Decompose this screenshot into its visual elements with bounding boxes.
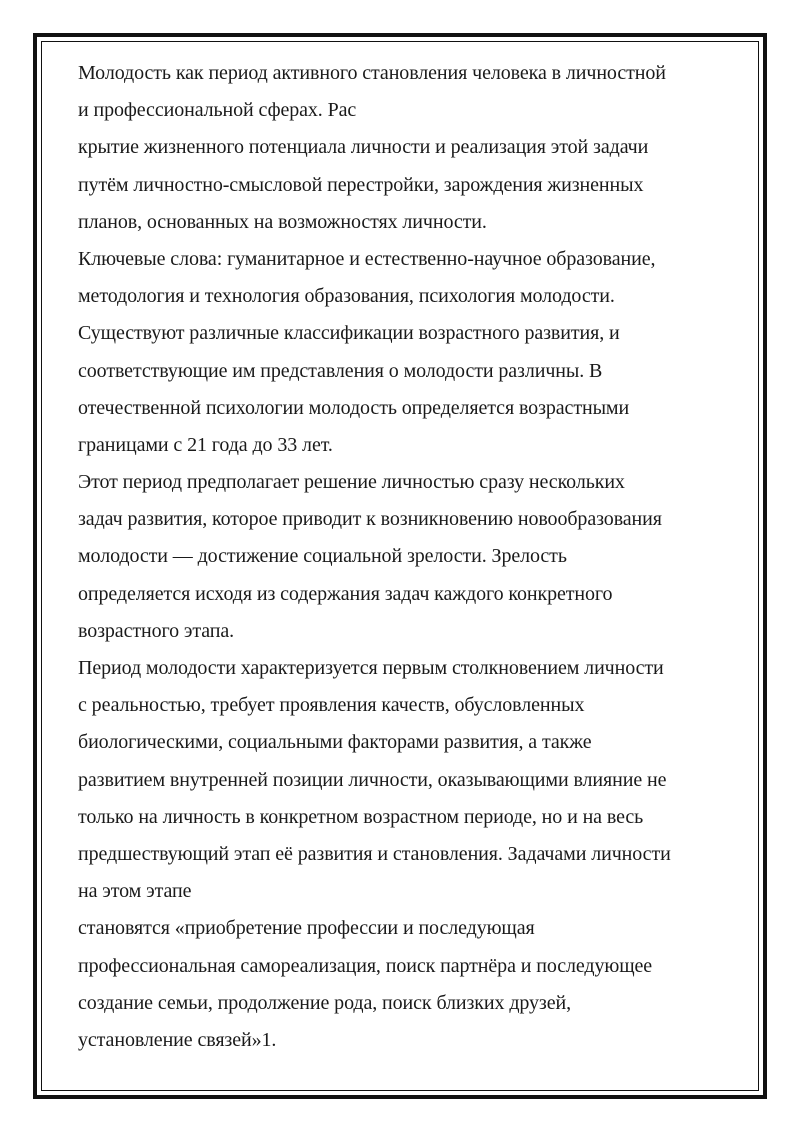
text-line: соответствующие им представления о молодости различны. В <box>78 359 603 382</box>
text-line: Существуют различные классификации возрастного развития, и <box>78 322 620 345</box>
text-line: биологическими, социальными факторами развития, а также <box>78 731 592 754</box>
text-line: Молодость как период активного становления человека в личностной <box>78 62 666 84</box>
text-line: создание семьи, продолжение рода, поиск близких друзей, <box>78 991 572 1014</box>
text-line: планов, основанных на возможностях личности. <box>78 210 487 233</box>
text-line: крытие жизненного потенциала личности и реализация этой задачи <box>78 136 649 159</box>
document-body <box>78 55 738 1059</box>
text-line: предшествующий этап её развития и становления. Задачами личности <box>78 842 671 865</box>
text-line: путём личностно-смысловой перестройки, зарождения жизненных <box>78 173 644 196</box>
text-line: и профессиональной сферах. Рас <box>78 99 357 122</box>
text-line: границами с 21 года до 33 лет. <box>78 433 333 456</box>
text-line: установление связей»1. <box>78 1028 277 1051</box>
text-line: Период молодости характеризуется первым столкновением личности <box>78 657 664 679</box>
keywords-line: Ключевые слова: гуманитарное и естественно-научное образование, <box>78 247 656 270</box>
text-line: на этом этапе <box>78 880 192 903</box>
text-line: возрастного этапа. <box>78 619 235 642</box>
text-line: становятся «приобретение профессии и последующая <box>78 917 535 940</box>
text-line: профессиональная самореализация, поиск партнёра и последующее <box>78 954 653 977</box>
text-line: отечественной психологии молодость определяется возрастными <box>78 396 630 419</box>
text-line: молодости — достижение социальной зрелости. Зрелость <box>78 545 567 568</box>
text-line: задач развития, которое приводит к возникновению новообразования <box>78 508 662 531</box>
text-line: методология и технология образования, психология молодости. <box>78 285 615 308</box>
text-line: только на личность в конкретном возрастном периоде, но и на весь <box>78 805 644 828</box>
text-line: развитием внутренней позиции личности, оказывающими влияние не <box>78 768 667 791</box>
text-line: с реальностью, требует проявления качеств, обусловленных <box>78 694 585 717</box>
text-line: Этот период предполагает решение личностью сразу нескольких <box>78 471 625 494</box>
text-line: определяется исходя из содержания задач каждого конкретного <box>78 582 613 605</box>
